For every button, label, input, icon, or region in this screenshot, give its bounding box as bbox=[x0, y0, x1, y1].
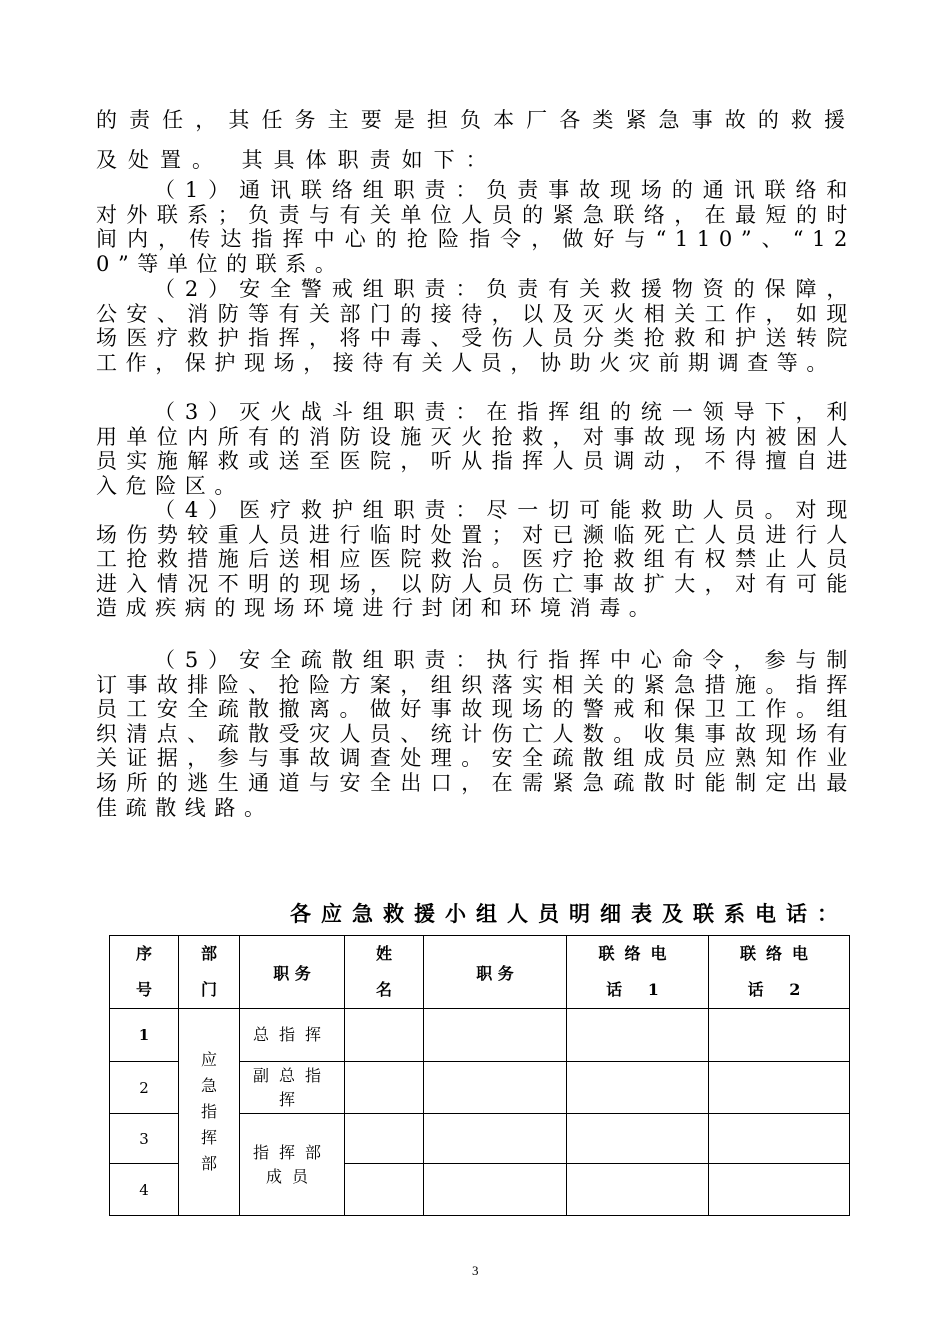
section-2-security-guard bbox=[96, 277, 856, 375]
row-phone1[interactable] bbox=[567, 1114, 709, 1164]
section-1-comm-liaison bbox=[96, 178, 856, 276]
row-phone2[interactable] bbox=[709, 1114, 850, 1164]
row-phone1[interactable] bbox=[567, 1009, 709, 1062]
row-phone1[interactable] bbox=[567, 1062, 709, 1114]
table-row bbox=[110, 1009, 850, 1062]
header-dept: 部门 bbox=[179, 936, 240, 1009]
row-phone1[interactable] bbox=[567, 1164, 709, 1216]
row-role: 总指挥 bbox=[240, 1009, 345, 1062]
row-duty[interactable] bbox=[424, 1114, 567, 1164]
section-5-text: （5）安全疏散组职责：执行指挥中心命令，参与制订事故排险、抢险方案，组织落实相关的紧急措施。指挥员工安全疏散撤离。做好事故现场的警戒和保卫工作。组织清点、疏散受灾人员、统计伤亡人数。收集事故现场有关证据，参与事故调查处理。安全疏散组成员应熟知作业场所的逃生通道与安全出口，在需紧急疏散时能制定出最佳疏散线路。 bbox=[96, 648, 856, 820]
section-3-text: （3）灭火战斗组职责：在指挥组的统一领导下，利用单位内所有的消防设施灭火抢救，对事故现场内被困人员实施解救或送至医院，听从指挥人员调动，不得擅自进入危险区。 bbox=[96, 400, 856, 498]
section-5-evacuation bbox=[96, 648, 856, 820]
row-name[interactable] bbox=[345, 1114, 424, 1164]
row-name[interactable] bbox=[345, 1062, 424, 1114]
section-3-firefighting bbox=[96, 400, 856, 498]
intro-paragraph: 的责任，其任务主要是担负本厂各类紧急事故的救援及处置。 其具体职责如下： bbox=[96, 108, 856, 172]
row-phone2[interactable] bbox=[709, 1009, 850, 1062]
dept-name: 应急指挥部 bbox=[200, 1050, 217, 1173]
page-number: 3 bbox=[472, 1263, 479, 1278]
section-4-medical-rescue bbox=[96, 498, 856, 621]
row-duty[interactable] bbox=[424, 1009, 567, 1062]
row-seq: 2 bbox=[110, 1062, 179, 1114]
header-duty: 职 务 bbox=[424, 936, 567, 1009]
table-header-row bbox=[110, 936, 850, 1009]
row-name[interactable] bbox=[345, 1009, 424, 1062]
row-duty[interactable] bbox=[424, 1062, 567, 1114]
table-title: 各应急救援小组人员明细表及联系电话： bbox=[290, 902, 848, 926]
header-name: 姓名 bbox=[345, 936, 424, 1009]
row-name[interactable] bbox=[345, 1164, 424, 1216]
dept-cell bbox=[179, 1009, 240, 1216]
row-duty[interactable] bbox=[424, 1164, 567, 1216]
row-phone2[interactable] bbox=[709, 1164, 850, 1216]
row-phone2[interactable] bbox=[709, 1062, 850, 1114]
row-seq: 3 bbox=[110, 1114, 179, 1164]
section-2-text: （2）安全警戒组职责：负责有关救援物资的保障，公安、消防等有关部门的接待，以及灭火相关工作，如现场医疗救护指挥，将中毒、受伤人员分类抢救和护送转院工作，保护现场，接待有关人员，协助火灾前期调查等。 bbox=[96, 277, 856, 375]
header-phone1: 联络电话 1 bbox=[567, 936, 709, 1009]
personnel-table bbox=[109, 935, 850, 1216]
row-role: 指挥部成员 bbox=[240, 1114, 345, 1216]
header-phone2: 联络电话 2 bbox=[709, 936, 850, 1009]
row-seq: 4 bbox=[110, 1164, 179, 1216]
row-role: 副总指挥 bbox=[240, 1062, 345, 1114]
section-4-text: （4）医疗救护组职责：尽一切可能救助人员。对现场伤势较重人员进行临时处置；对已濒临死亡人员进行人工抢救措施后送相应医院救治。医疗抢救组有权禁止人员进入情况不明的现场，以防人员伤亡事故扩大，对有可能造成疾病的现场环境进行封闭和环境消毒。 bbox=[96, 498, 856, 621]
section-1-text: （1）通讯联络组职责：负责事故现场的通讯联络和对外联系；负责与有关单位人员的紧急联络，在最短的时间内，传达指挥中心的抢险指令，做好与“110”、“120”等单位的联系。 bbox=[96, 178, 856, 276]
row-seq: 1 bbox=[110, 1009, 179, 1062]
header-seq: 序号 bbox=[110, 936, 179, 1009]
header-role: 职 务 bbox=[240, 936, 345, 1009]
